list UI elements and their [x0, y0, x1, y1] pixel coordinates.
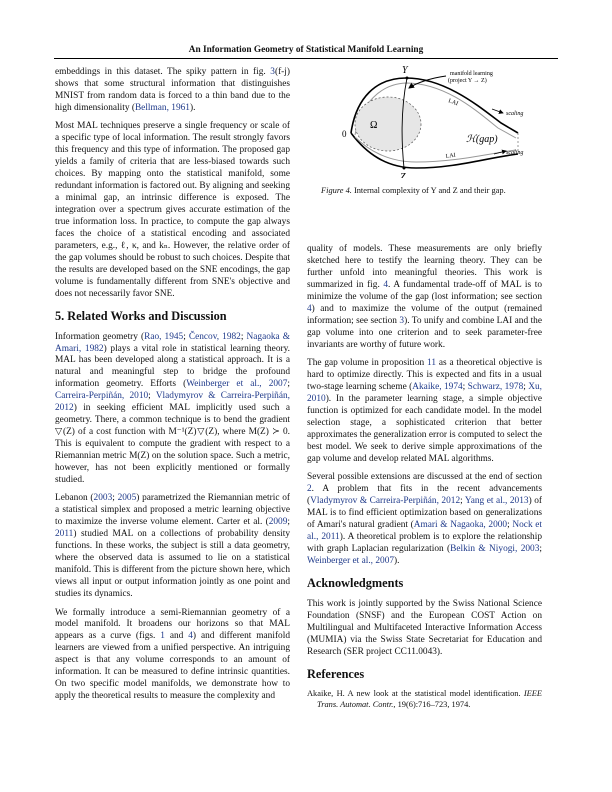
paragraph: embeddings in this dataset. The spiky pattern in fig. 3(f-j) shows that some structural information that distinguishes MNIST from random data is forced to a thin band due to the high dimensionality (Bellman, 1961).	[55, 67, 290, 113]
section-heading: 5. Related Works and Discussion	[55, 308, 227, 323]
svg-text:ℋ(gap): ℋ(gap)	[466, 134, 498, 145]
citation-link[interactable]: Weinberger et al., 2007	[307, 555, 395, 566]
right-column	[307, 244, 542, 710]
svg-text:Ω: Ω	[370, 120, 378, 131]
manifold-gap-diagram	[306, 58, 556, 178]
figure-ref-link[interactable]: 4	[383, 279, 389, 290]
paragraph: We formally introduce a semi-Riemannian geometry of a model manifold. It broadens our horizons so that MAL appears as a curve (figs. 1 and 4) and different manifold learners are viewed from a unified perspective. An intriguing aspect is that any volume corresponds to an amount of information. It can be measured to define intrinsic quantities. On two specific model manifolds, we demonstrate how to apply the theoretical results to measure the complexity and	[55, 607, 290, 702]
svg-text:scaling: scaling	[506, 150, 524, 156]
citation-link[interactable]: Weinberger et al., 2007	[186, 379, 288, 390]
citation-link[interactable]: Schwarz, 1978	[467, 381, 524, 392]
citation-link[interactable]: Bellman, 1961	[134, 102, 190, 113]
svg-text:Y: Y	[402, 65, 408, 76]
citation-link[interactable]: Čencov, 1982	[188, 331, 241, 342]
svg-text:(project Y → Z): (project Y → Z)	[448, 78, 487, 84]
acknowledgments-text: This work is jointly supported by the Swiss National Science Foundation (SNSF) and the European COST Action on Multilingual and Multifaceted Interactive Information Access (MUMIA) via the Swiss State Secretariat for Education and Research (SER project CC11.0043).	[307, 598, 542, 657]
svg-text:0: 0	[342, 129, 347, 139]
citation-link[interactable]: 2011	[55, 529, 74, 540]
citation-link[interactable]: Akaike, 1974	[412, 381, 463, 392]
svg-text:LAI: LAI	[447, 98, 459, 108]
svg-text:manifold learning: manifold learning	[450, 71, 493, 77]
citation-link[interactable]: 2009	[268, 517, 288, 528]
paragraph: Lebanon (2003; 2005) parametrized the Riemannian metric of a statistical simplex and proposed a metric learning objective to maximize the inverse volume element. Carter et al. (2009; 2011) studied MAL on a collections of probability density functions. In these works, the subject is still a data geometry, where the observed data is assumed to lie on a statistical manifold. This is different from the picture shown here, which views all input or output information jointly as one point and studies its dynamics.	[55, 493, 290, 600]
citation-link[interactable]: Carreira-Perpiñán, 2010	[55, 391, 149, 402]
paragraph: The gap volume in proposition 11 as a theoretical objective is hard to optimize directly. This is expected and fits in a usual two-stage learning scheme (Akaike, 1974; Schwarz, 1978; Xu, 2010). In the parameter learning stage, a simple objective function is optimized for each candidate model. In the model selection stage, a sophisticated criterion that better approximates the generalization error is computed to select the best model. We seek to derive simple approximations of the gap volume and develop related MAL algorithms.	[307, 358, 543, 464]
svg-text:scaling: scaling	[506, 111, 524, 117]
citation-link[interactable]: Rao, 1945	[144, 331, 184, 342]
section-ref-link[interactable]: 2	[307, 484, 312, 495]
citation-link[interactable]: Nagaoka & Amari, 1982	[55, 331, 291, 354]
references-heading: References	[307, 666, 365, 681]
paragraph: quality of models. These measurements are only briefly sketched here to testify the learning theory. They can be further unfold into meaningful theories. This work is summarized in fig. 4. A fundamental trade-off of MAL is to minimize the volume of the gap (lost information; see section 4) and to maximize the volume of the output (remained information; see section 3). To unify and combine LAI and the gap volume into one criterion and to seek parameter-free invariants are worthy of future work.	[307, 244, 543, 350]
paragraph: Most MAL techniques preserve a single frequency or scale of a specific type of local information. The result strongly favors this frequency and this type of information. The proposed gap yields a family of criteria that are less-biased towards such choices. By mapping onto the statistical manifold, some redundant information is factored out. By aligning and seeking a minimal gap, an intrinsic difference is exposed. The integration over a spectrum gives accurate estimation of the true information loss. In practice, to compute the gap always faces the choice of a statistical encoding and associated parameters, e.g., ℓ, κ, and kₙ. However, the relative order of the gap volumes should be robust to such choices. Despite that the results are developed based on the SNE encodings, the gap volume is fundamentally different from SNE's objective and does not necessarily favor SNE.	[55, 121, 290, 299]
figure-4-diagram	[306, 58, 556, 183]
reference-list	[307, 689, 542, 710]
citation-link[interactable]: Vladymyrov & Carreira-Perpiñán, 2012	[310, 496, 461, 507]
citation-link[interactable]: Amari & Nagaoka, 2000	[413, 519, 508, 530]
section-ref-link[interactable]: 3	[399, 315, 405, 326]
svg-text:LAI: LAI	[445, 152, 457, 160]
section-ref-link[interactable]: 4	[307, 303, 312, 314]
citation-link[interactable]: Xu, 2010	[307, 381, 543, 404]
figure-ref-link[interactable]: 3	[270, 67, 275, 77]
figure-ref-link[interactable]: 4	[188, 631, 193, 642]
citation-link[interactable]: 2003	[93, 493, 113, 504]
citation-link[interactable]: 2005	[117, 493, 137, 504]
running-header: An Information Geometry of Statistical Manifold Learning	[54, 45, 558, 59]
citation-link[interactable]: Belkin & Niyogi, 2003	[450, 543, 540, 554]
scaling-arrow-icon	[494, 151, 506, 154]
citation-link[interactable]: Vladymyrov & Carreira-Perpiñán, 2012	[55, 391, 290, 414]
left-column	[55, 67, 290, 710]
figure-caption: Figure 4. Internal complexity of Y and Z and their gap.	[321, 186, 506, 195]
paragraph: Several possible extensions are discussed at the end of section 2. A problem that fits in the recent advancements (Vladymyrov & Carreira-Perpiñán, 2012; Yang et al., 2013) of MAL is to find efficient optimization based on generalizations of Amari's natural gradient (Amari & Nagaoka, 2000; Nock et al., 2011). A theoretical problem is to explore the relationship with graph Laplacian regularization (Belkin & Niyogi, 2003; Weinberger et al., 2007).	[307, 472, 543, 566]
svg-text:Z: Z	[400, 172, 406, 178]
proposition-ref-link[interactable]: 11	[427, 358, 437, 369]
citation-link[interactable]: Nock et al., 2011	[307, 519, 543, 542]
figure-ref-link[interactable]: 1	[160, 631, 165, 642]
scaling-arrow-icon	[492, 109, 503, 113]
reference-item: Akaike, H. A new look at the statistical model identification. IEEE Trans. Automat. Contr., 19(6):716–723, 1974.	[307, 689, 542, 709]
citation-link[interactable]: Yang et al., 2013	[464, 496, 529, 507]
paragraph: Information geometry (Rao, 1945; Čencov, 1982; Nagaoka & Amari, 1982) plays a vital role in statistical learning theory. MAL has been developed along a statistical approach. It is a natural and meaningful step to bridge the profound information geometry. Efforts (Weinberger et al., 2007; Carreira-Perpiñán, 2010; Vladymyrov & Carreira-Perpiñán, 2012) in seeking efficient MAL implicitly used such a geometry. There, a common technique is to bend the gradient ▽(Z) of a cost function with M⁻¹(Z)▽(Z), where M(Z) ≻ 0. This is equivalent to compute the gradient with respect to a Riemannian metric M(Z) on the solution space. Such a metric, however, has not been explicitly mentioned or formally studied.	[55, 331, 291, 485]
omega-region	[355, 97, 421, 151]
acknowledgments-heading: Acknowledgments	[307, 575, 404, 590]
